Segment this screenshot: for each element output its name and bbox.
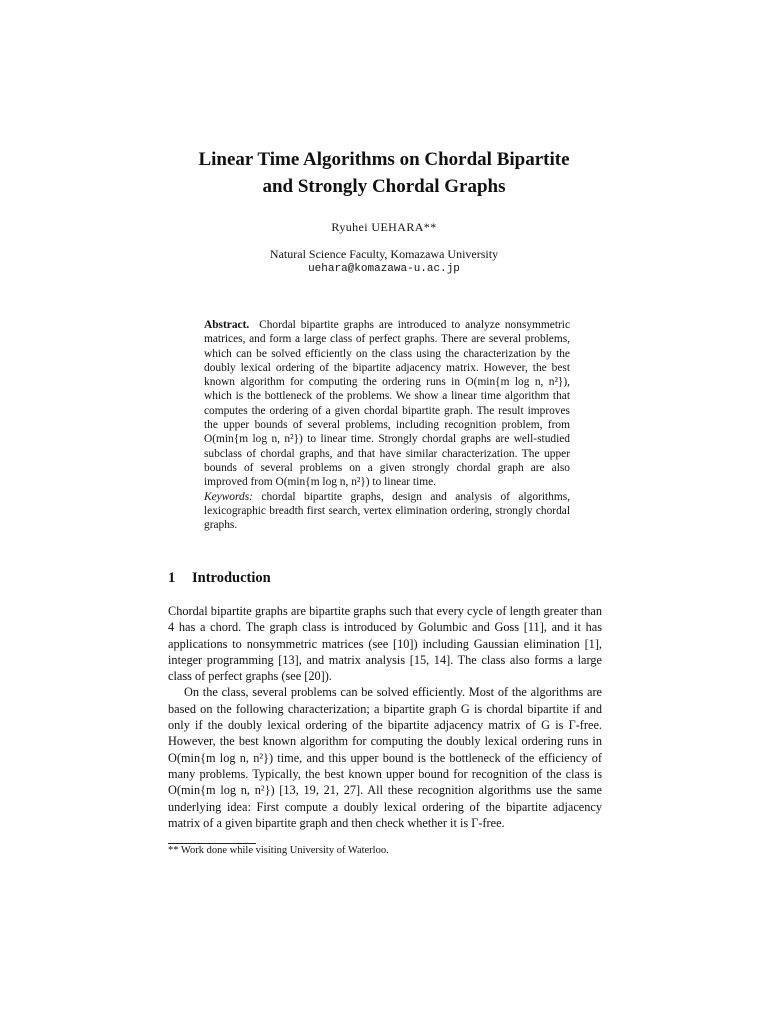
author-name: Ryuhei UEHARA**: [331, 220, 437, 234]
body-paragraph-1: Chordal bipartite graphs are bipartite graphs such that every cycle of length greater than 4 has a chord. The graph class is introduced by Golumbic and Goss [11], and it has applications to nonsymmetric matrices (see [10]) including Gaussian elimination [1], integer programming [13], and matrix analysis [15, 14]. The class also forms a large class of perfect graphs (see [20]).: [168, 604, 602, 684]
author-email: uehara@komazawa-u.ac.jp: [308, 263, 460, 275]
abstract-text: Chordal bipartite graphs are introduced to analyze nonsymmetric matrices, and form a large class of perfect graphs. There are several problems, which can be solved efficiently on the class using the characterization by the doubly lexical ordering of the bipartite adjacency matrix. However, the best known algorithm for computing the ordering runs in O(min{m log n, n²}), which is the bottleneck of the problems. We show a linear time algorithm that computes the ordering of a given chordal bipartite graph. The result improves the upper bounds of several problems, including recognition problem, from O(min{m log n, n²}) to linear time. Strongly chordal graphs are well-studied subclass of chordal graphs, and that have similar characterization. The upper bounds of several problems on a given strongly chordal graph are also improved from O(min{m log n, n²}) to linear time.: [204, 319, 571, 489]
section-number: 1: [168, 570, 176, 586]
affiliation: Natural Science Faculty, Komazawa University: [269, 247, 499, 261]
section-body: [168, 603, 602, 831]
keywords-paragraph: [204, 490, 570, 533]
keywords-label: Keywords:: [204, 490, 253, 503]
abstract-paragraph: [204, 318, 570, 490]
title-line-2: and Strongly Chordal Graphs: [262, 176, 506, 197]
abstract: [204, 318, 570, 532]
affiliation-block: [0, 247, 768, 277]
footnote-rule: [168, 843, 256, 844]
section-title: Introduction: [192, 570, 271, 586]
footnote: ** Work done while visiting University of Waterloo.: [168, 845, 389, 856]
title-line-1: Linear Time Algorithms on Chordal Bipartite: [198, 149, 570, 170]
body-paragraph-2: On the class, several problems can be solved efficiently. Most of the algorithms are based on the following characterization; a bipartite graph G is chordal bipartite if and only if the doubly lexical ordering of the bipartite adjacency matrix of G is Γ-free. However, the best known algorithm for computing the doubly lexical ordering runs in O(min{m log n, n²}) time, and this upper bound is the bottleneck of the efficiency of many problems. Typically, the best known upper bound for recognition of the class is O(min{m log n, n²}) [13, 19, 21, 27]. All these recognition algorithms use the same underlying idea: First compute a doubly lexical ordering of the bipartite adjacency matrix of a given bipartite graph and then check whether it is Γ-free.: [168, 685, 602, 830]
paper-title: [0, 146, 768, 200]
abstract-label: Abstract.: [204, 319, 250, 331]
section-heading: [168, 570, 271, 587]
keywords-text: chordal bipartite graphs, design and analysis of algorithms, lexicographic breadth first search, vertex elimination ordering, strongly chordal graphs.: [204, 490, 570, 532]
